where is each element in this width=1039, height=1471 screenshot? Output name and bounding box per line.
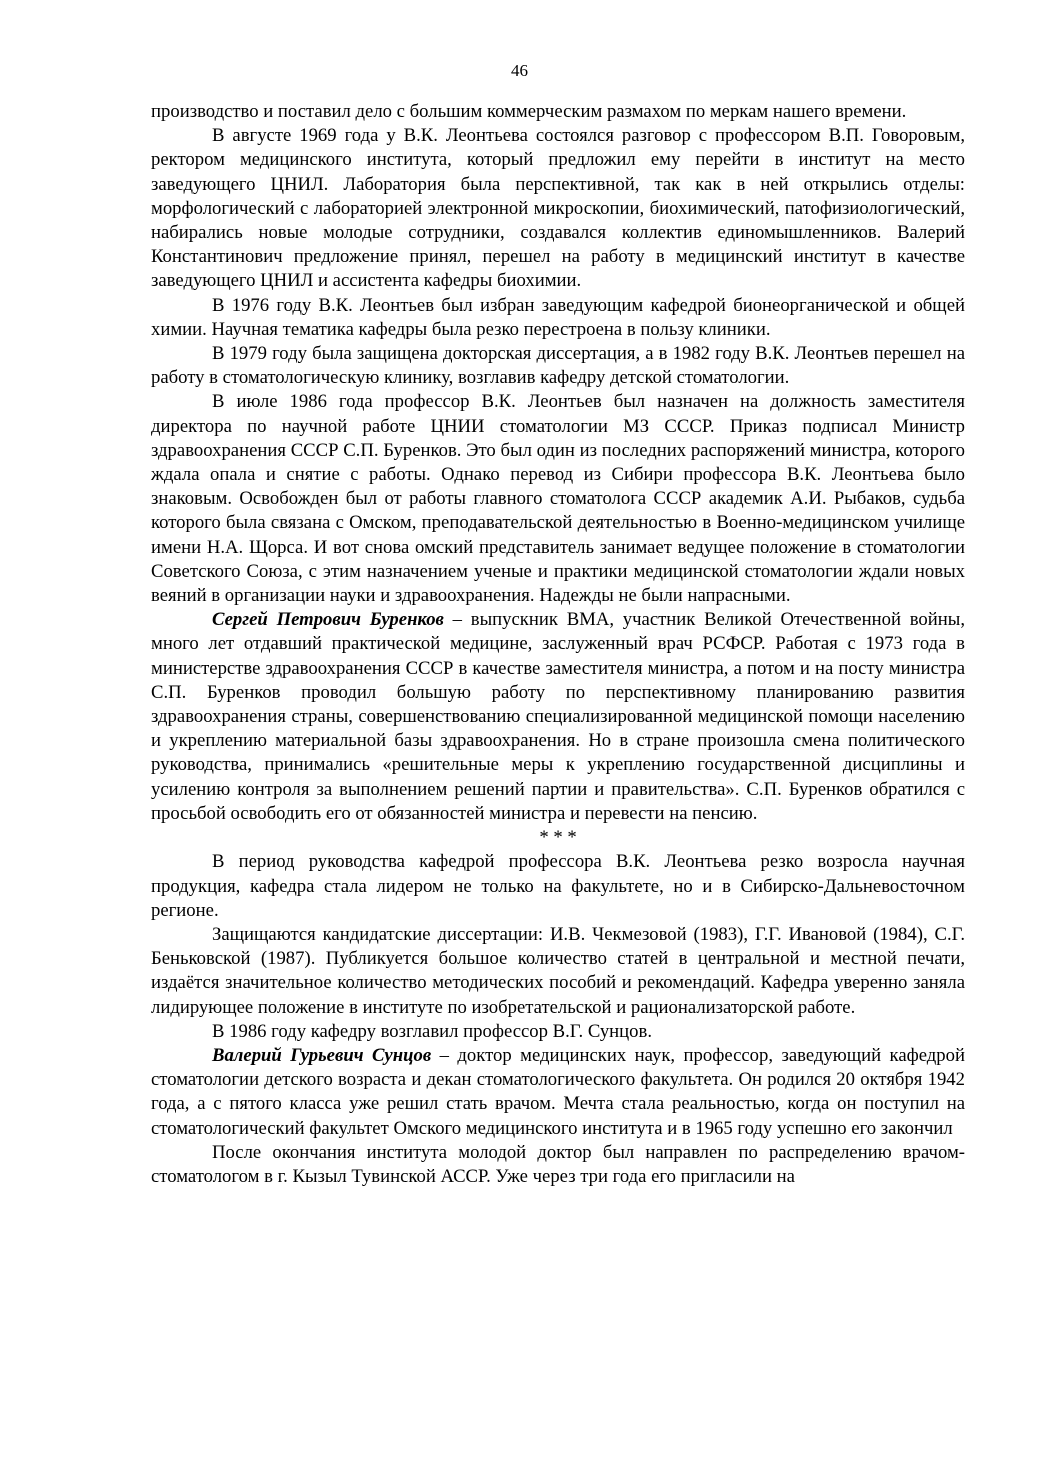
person-name: Сергей Петрович Буренков <box>212 609 444 631</box>
paragraph: Защищаются кандидатские диссертации: И.В. Чекмезовой (1983), Г.Г. Ивановой (1984), С.Г. Беньковской (1987). Публикуется большое количество статей в центральной и местной печати, издаётся значительное количество методических пособий и рекомендаций. Кафедра уверенно заняла лидирующее положение в институте по изобретательской и рационализаторской работе. <box>151 923 965 1018</box>
paragraph-continuation: производство и поставил дело с большим коммерческим размахом по меркам нашего времени. <box>151 101 907 122</box>
paragraph: В 1979 году была защищена докторская диссертация, а в 1982 году В.К. Леонтьев перешел на работу в стоматологическую клинику, возглавив кафедру детской стоматологии. <box>151 343 965 389</box>
paragraph: В августе 1969 года у В.К. Леонтьева состоялся разговор с профессором В.П. Говоровым, ректором медицинского института, который предложил ему перейти в институт на место заведующего ЦНИЛ. Лаборатория была перспективной, так как в ней открылись отделы: морфологический с лабораторией электронной микроскопии, биохимический, патофизиологический, набирались новые молодые сотрудники, создавался коллектив единомышленников. Валерий Константинович предложение принял, перешел на работу в медицинский институт в качестве заведующего ЦНИЛ и ассистента кафедры биохимии. <box>151 125 965 292</box>
paragraph: В период руководства кафедрой профессора В.К. Леонтьева резко возросла научная продукция, кафедра стала лидером не только на факультете, но и в Сибирско-Дальневосточном регионе. <box>151 851 965 921</box>
page-number: 46 <box>511 61 528 80</box>
paragraph-biography <box>151 1044 965 1141</box>
paragraph-biography <box>151 608 965 826</box>
biography-text: – выпускник ВМА, участник Великой Отечественной войны, много лет отдавший практической медицине, заслуженный врач РСФСР. Работая с 1973 года в министерстве здравоохранения СССР в качестве заместителя министра, а потом и на посту министра С.П. Буренков проводил большую работу по перспективному планированию развития здравоохранения страны, совершенствованию специализированной медицинской помощи населению и укреплению материальной базы здравоохранения. Но в стране произошла смена политического руководства, принимались «решительные меры к укреплению государственной дисциплины и усилению контроля за выполнением решений партии и правительства». С.П. Буренков обратился с просьбой освободить его от обязанностей министра и перевести на пенсию. <box>151 609 965 824</box>
person-name: Валерий Гурьевич Сунцов <box>212 1044 432 1066</box>
biography-text: – доктор медицинских наук, профессор, заведующий кафедрой стоматологии детского возраста и декан стоматологического факультета. Он родился 20 октября 1942 года, а с пятого класса уже решил стать врачом. Мечта стала реальностью, когда он поступил на стоматологический факультет Омского медицинского института и в 1965 году успешно его закончил <box>151 1044 965 1139</box>
paragraph: В 1976 году В.К. Леонтьев был избран заведующим кафедрой бионеорганической и общей химии. Научная тематика кафедры была резко перестроена в пользу клиники. <box>151 294 965 340</box>
paragraph: После окончания института молодой доктор был направлен по распределению врачом-стоматологом в г. Кызыл Тувинской АССР. Уже через три года его пригласили на <box>151 1141 965 1187</box>
body-text <box>151 100 965 1189</box>
paragraph: В 1986 году кафедру возглавил профессор В.Г. Сунцов. <box>212 1020 653 1042</box>
paragraph: В июле 1986 года профессор В.К. Леонтьев был назначен на должность заместителя директора по научной работе ЦНИИ стоматологии МЗ СССР. Приказ подписал Министр здравоохранения СССР С.П. Буренков. Это был один из последних распоряжений министра, которого ждала опала и снятие с работы. Однако перевод из Сибири профессора В.К. Леонтьева было знаковым. Освобожден был от работы главного стоматолога СССР академик А.И. Рыбаков, судьба которого была связана с Омском, преподавательской деятельностью в Военно-медицинском училище имени Н.А. Щорса. И вот снова омский представитель занимает ведущее положение в стоматологии Советского Союза, с этим назначением ученые и практики медицинской стоматологии ждали новых веяний в организации науки и здравоохранения. Надежды не были напрасными. <box>151 391 965 607</box>
section-separator: * * * <box>539 827 577 849</box>
